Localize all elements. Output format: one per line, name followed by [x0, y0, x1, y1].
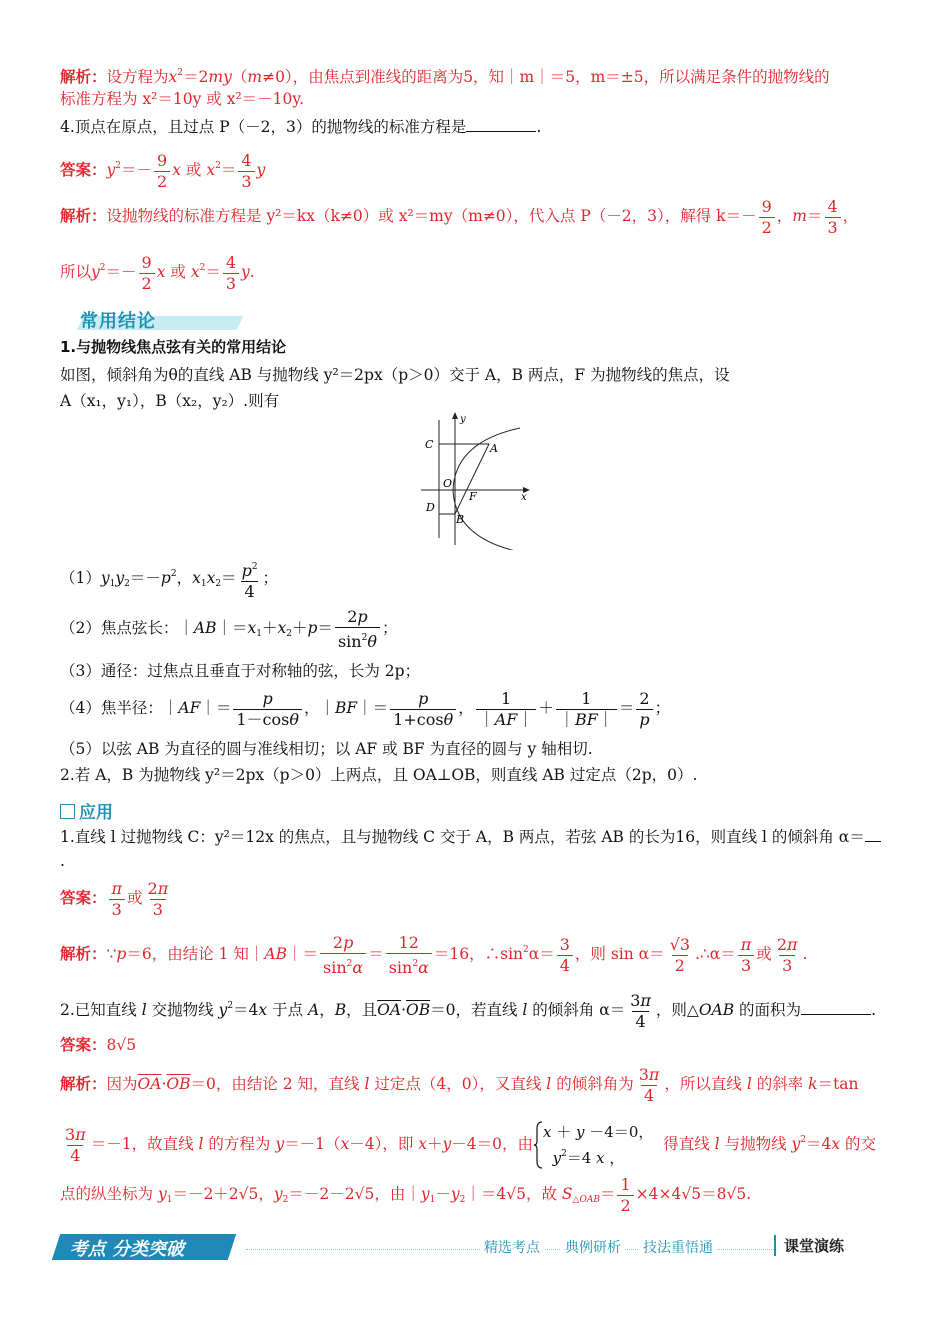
- fig-label-c: C: [425, 438, 434, 451]
- apply-title: 应用: [79, 803, 113, 823]
- apply-heading: [60, 798, 113, 823]
- fig-label-f: F: [469, 490, 477, 503]
- fig-label-d: D: [426, 501, 435, 514]
- analysis-label: 解析：: [60, 944, 107, 963]
- analysis-label: 解析：: [60, 67, 107, 86]
- apply-q1-end: .: [60, 852, 65, 870]
- q4-text: 4.顶点在原点，且过点 P（－2，3）的抛物线的标准方程是: [60, 118, 467, 136]
- answer-blank: [865, 828, 881, 842]
- footer-tag: [52, 1234, 236, 1260]
- section-badge-text: 常用结论: [80, 311, 156, 332]
- fig-label-y: y: [460, 414, 466, 425]
- apply-q2-analysis-1: 解析：因为$\overline{OA}\cdot\overline{OB}=0$，由结论 2 知，直线 l 过定点（4，0），又直线 l 的倾斜角为 $\frac{3\pi}{4}$ ，所以直线 l 的斜率 k＝tan: [60, 1064, 859, 1105]
- conclusion-intro-1: 如图，倾斜角为θ的直线 AB 与抛物线 y²＝2px（p＞0）交于 A，B 两点，F 为抛物线的焦点，设: [60, 366, 730, 384]
- answer-blank: [801, 1001, 871, 1015]
- analysis-label: 解析：: [60, 1074, 107, 1093]
- q4-answer: 答案：$y^2=-$ $\frac{9}{2}$ x 或 $x^2=$ $\frac{4}{3}$ y: [60, 150, 266, 191]
- answer-blank: [466, 118, 536, 132]
- result-3: （3）通径：过焦点且垂直于对称轴的弦，长为 2p；: [60, 662, 421, 680]
- apply-q1-analysis: 解析：∵p＝6，由结论 1 知｜AB｜＝ $\frac{2p}{\sin^2\alpha}$ ＝ $\frac{12}{\sin^2\alpha}$ ＝16，$\therefore\sin^2\alpha=$ $\frac{3}{4}$ ，则 sin α＝ $\frac{√3}{2}$ .∴α＝ $\frac{\pi}{3}$ 或 $\frac{2\pi}{3}$ .: [60, 932, 808, 977]
- result-4: （4）焦半径：｜AF｜＝ $\frac{p}{1-\cos\theta}$ ，｜BF｜＝ $\frac{p}{1+\cos\theta}$ ， $\frac{1}{|AF|}$ ＋ $\frac{1}{|BF|}$ ＝ $\frac{2}{p}$ ；: [60, 688, 671, 729]
- conclusion-intro-2: A（x₁，y₁），B（x₂，y₂）.则有: [60, 392, 280, 410]
- ex3-analysis-line2: 标准方程为 x²＝10y 或 x²＝－10y.: [60, 90, 305, 108]
- q4-analysis-text: 设抛物线的标准方程是 y²＝kx（k≠0）或 x²＝my（m≠0），代入点 P（－2，3），解得 k＝－: [106, 207, 757, 225]
- q4-question: 4.顶点在原点，且过点 P（－2，3）的抛物线的标准方程是 .: [60, 118, 542, 136]
- result-5: （5）以弦 AB 为直径的圆与准线相切；以 AF 或 BF 为直径的圆与 y 轴相切.: [60, 740, 593, 758]
- ex3-analysis-text-b: 由焦点到准线的距离为5，知｜m｜＝5，m＝±5，所以满足条件的抛物线的: [308, 68, 830, 86]
- brace-icon: [533, 1121, 543, 1169]
- apply-q2-analysis-2: $\frac{3\pi}{4}$ ＝－1，故直线 l 的方程为 y＝－1（x－4），即 x＋y－4＝0，由 x ＋ y －4＝0， $y^2=4$ x ， 得直线 l 与抛物线 $y^2=4x$ 的交: [65, 1123, 877, 1167]
- section-badge: [62, 306, 190, 332]
- conclusion-2: 2.若 A，B 为抛物线 y²＝2px（p＞0）上两点，且 OA⊥OB，则直线 AB 过定点（2p，0）.: [60, 766, 698, 784]
- apply-q2-answer: [60, 1034, 136, 1056]
- answer-label: 答案：: [60, 888, 107, 907]
- answer-label: 答案：: [60, 160, 107, 179]
- fig-label-a: A: [490, 442, 498, 455]
- footer-current[interactable]: 课堂演练: [774, 1235, 844, 1256]
- parabola-figure: [415, 410, 535, 550]
- apply-icon: [60, 804, 75, 819]
- result-1: $(1)y_1y_2=-p^2$，$x_1x_2=$ $\frac{p^2}{4}$ ；: [60, 560, 279, 601]
- result-2: （2）焦点弦长：$|AB|=x_1+x_2+p=$ $\frac{2p}{\sin^2\theta}$ ；: [60, 606, 398, 651]
- apply-q1: [60, 826, 881, 848]
- footer-nav-3[interactable]: 技法重悟通: [639, 1237, 717, 1257]
- footer-tag-text: 考点 分类突破: [69, 1239, 184, 1260]
- fig-label-o: O: [443, 477, 453, 490]
- conclusion-title-1: 1.与抛物线焦点弦有关的常用结论: [60, 338, 287, 356]
- apply-q2-analysis-3: 点的纵坐标为 $y_1=-2+2√5$，$y_2=-2-2√5$，由$|y_1-y_2|=4√5$，故 $S_{\triangle OAB}=$ $\frac{1}{2}$ ×4×4√5＝8√5.: [60, 1174, 752, 1215]
- apply-q2-answer-value: 8√5: [106, 1036, 137, 1054]
- footer-nav-2[interactable]: 典例研析: [561, 1237, 625, 1257]
- ex3-analysis-line1: 解析：设方程为$x^2=2my(m\ne 0)$，由焦点到准线的距离为5，知｜m｜＝5，m＝±5，所以满足条件的抛物线的: [60, 67, 830, 86]
- footer-divider: [246, 1249, 846, 1250]
- fig-label-x: x: [521, 492, 527, 503]
- ex3-analysis-text-a: 设方程为: [106, 68, 169, 86]
- fig-label-b: B: [456, 513, 465, 526]
- apply-q1-text: 1.直线 l 过抛物线 C：y²＝12x 的焦点，且与抛物线 C 交于 A，B 两点，若弦 AB 的长为16，则直线 l 的倾斜角 α＝: [60, 828, 865, 846]
- q4-analysis-line1: 解析：设抛物线的标准方程是 y²＝kx（k≠0）或 x²＝my（m≠0），代入点 P（－2，3），解得 k＝－ $\frac{9}{2}$ ，m＝ $\frac{4}{3}$ ，: [60, 196, 859, 237]
- footer-bar: [56, 1232, 856, 1262]
- q4-analysis-line2: 所以$y^2=-$ $\frac{9}{2}$ x 或 $x^2=$ $\frac{4}{3}$ y.: [60, 252, 255, 293]
- footer-nav-1[interactable]: 精选考点: [480, 1237, 544, 1257]
- apply-q2: 2.已知直线 l 交抛物线 $y^2=4x$ 于点 A，B，且$\overline{OA}\cdot\overline{OB}=0$，若直线 l 的倾斜角 α＝ $\frac{3\pi}{4}$ ，则△OAB 的面积为 .: [60, 990, 876, 1031]
- q4-analysis-text2: 所以: [60, 263, 92, 281]
- apply-q1-answer: 答案： $\frac{\pi}{3}$ 或 $\frac{2\pi}{3}$: [60, 878, 169, 919]
- answer-label: 答案：: [60, 1035, 107, 1054]
- analysis-label: 解析：: [60, 206, 107, 225]
